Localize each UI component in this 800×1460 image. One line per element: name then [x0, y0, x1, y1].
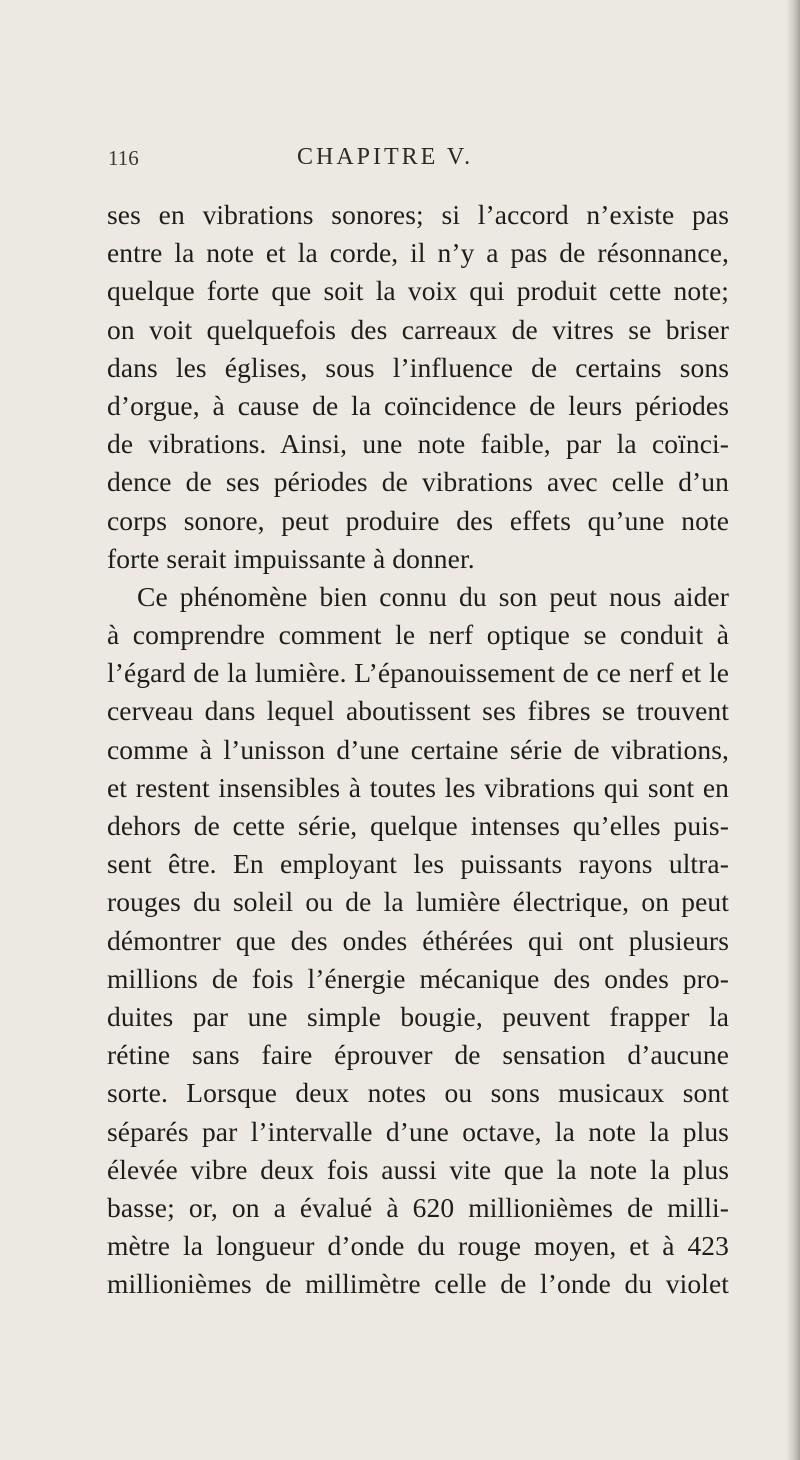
text-line: dence de ses périodes de vibrations avec celle d’un: [107, 466, 729, 498]
text-line: ses en vibrations sonores; si l’accord n’existe pas: [107, 199, 729, 230]
text-line: corps sonore, peut produire des effets qu’une note: [107, 504, 729, 536]
body-text: [107, 196, 729, 1303]
text-line: millionièmes de millimètre celle de l’onde du violet: [107, 1268, 729, 1300]
text-line: et restent insensibles à toutes les vibrations qui sont en: [107, 771, 729, 803]
text-line: mètre la longueur d’onde du rouge moyen, et à 423: [107, 1230, 729, 1262]
text-line: basse; or, on a évalué à 620 millionièmes de milli-: [107, 1191, 729, 1223]
text-line: dans les églises, sous l’influence de certains sons: [107, 351, 729, 383]
text-line: élevée vibre deux fois aussi vite que la note la plus: [107, 1153, 729, 1185]
text-line: entre la note et la corde, il n’y a pas de résonnance,: [107, 237, 729, 269]
text-line: sent être. En employant les puissants rayons ultra-: [107, 848, 729, 880]
text-line: on voit quelquefois des carreaux de vitres se briser: [107, 313, 729, 345]
page-header: [0, 146, 800, 186]
running-title: CHAPITRE V.: [297, 144, 474, 170]
text-line: rétine sans faire éprouver de sensation d’aucune: [107, 1039, 729, 1071]
page-edge-shadow: [786, 0, 800, 1460]
text-line: l’égard de la lumière. L’épanouissement de ce nerf et le: [107, 657, 729, 689]
text-line: séparés par l’intervalle d’une octave, la note la plus: [107, 1115, 729, 1147]
text-line: forte serait impuissante à donner.: [107, 542, 475, 574]
text-line: quelque forte que soit la voix qui produit cette note;: [107, 275, 729, 307]
text-line: d’orgue, à cause de la coïncidence de leurs périodes: [107, 389, 729, 421]
text-line: Ce phénomène bien connu du son peut nous aider: [137, 580, 729, 612]
text-line: démontrer que des ondes éthérées qui ont plusieurs: [107, 924, 729, 956]
text-line: duites par une simple bougie, peuvent frapper la: [107, 1000, 729, 1032]
page-number: 116: [108, 146, 139, 170]
text-line: sorte. Lorsque deux notes ou sons musicaux sont: [107, 1077, 729, 1109]
text-line: cerveau dans lequel aboutissent ses fibres se trouvent: [107, 695, 729, 727]
text-line: de vibrations. Ainsi, une note faible, par la coïnci-: [107, 428, 729, 460]
text-line: rouges du soleil ou de la lumière électrique, on peut: [107, 886, 729, 918]
text-line: dehors de cette série, quelque intenses qu’elles puis-: [107, 810, 729, 841]
text-line: comme à l’unisson d’une certaine série de vibrations,: [107, 733, 729, 765]
text-line: à comprendre comment le nerf optique se conduit à: [107, 619, 729, 651]
text-line: millions de fois l’énergie mécanique des ondes pro-: [107, 962, 729, 994]
